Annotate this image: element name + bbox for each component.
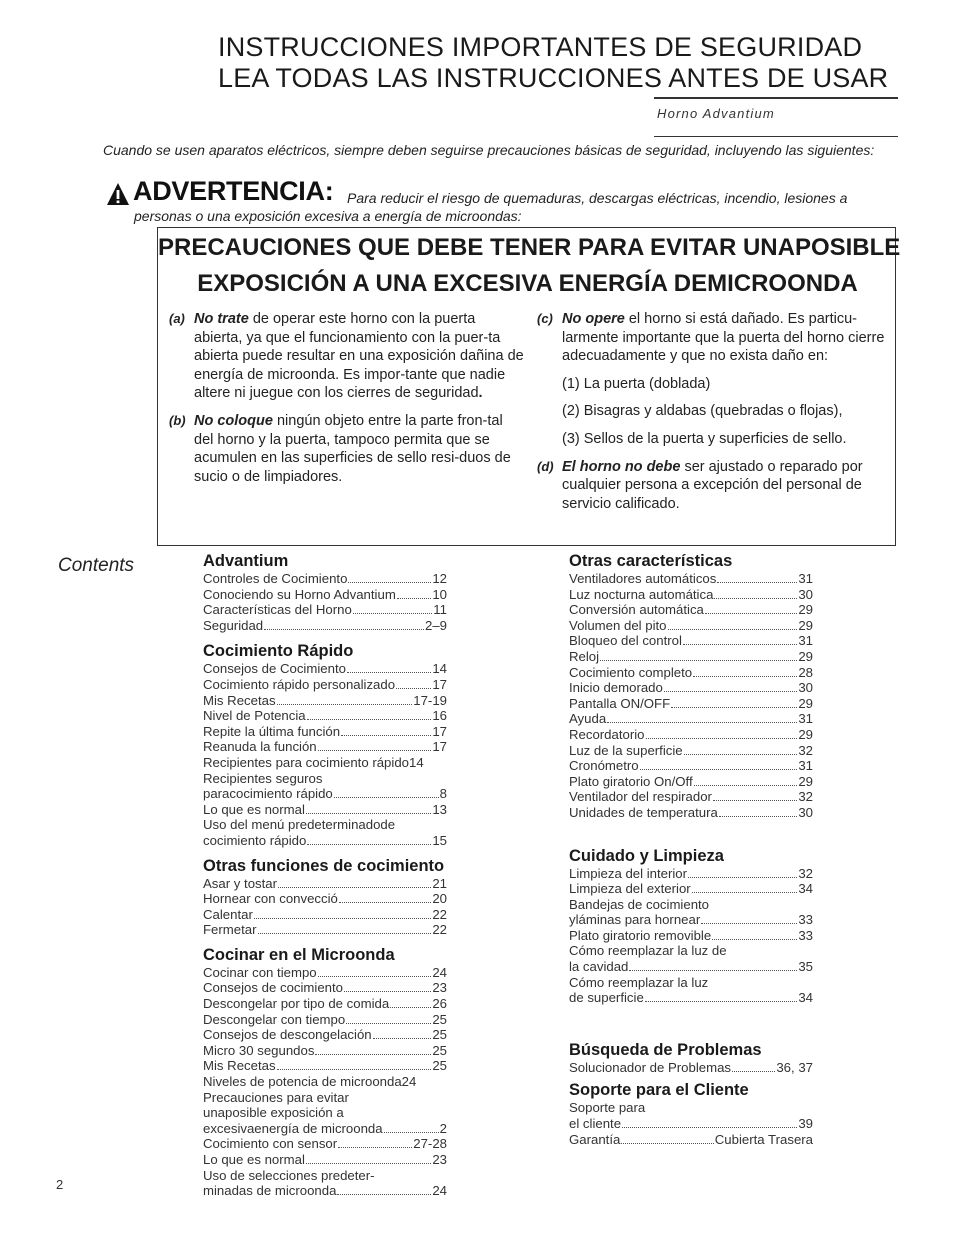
toc-entry-title: minadas de microonda — [203, 1183, 337, 1199]
precaution-a — [169, 310, 525, 403]
toc-entry-title: Micro 30 segundos — [203, 1042, 315, 1058]
toc-page-number: 14 — [408, 754, 424, 770]
toc-page-number: 10 — [432, 586, 447, 602]
toc-entry[interactable] — [569, 774, 813, 790]
toc-dot-leader — [278, 887, 431, 888]
toc-page-number: 32 — [798, 789, 813, 805]
precaution-b-text: ningún objeto entre la parte fron-tal del horno y la puerta, tampoco permita que se acumulen en las superficies de sello resi-duos de sucio o de limpiadores. — [194, 412, 511, 485]
toc-page-number: 31 — [798, 758, 813, 774]
toc-page-number: 16 — [432, 708, 447, 724]
toc-entry[interactable] — [569, 696, 813, 712]
toc-entry[interactable] — [569, 789, 813, 805]
toc-dot-leader — [646, 738, 798, 739]
toc-page-number: 22 — [432, 922, 447, 938]
toc-dot-leader — [671, 707, 797, 708]
toc-page-number: 22 — [432, 906, 447, 922]
toc-dot-leader — [346, 1023, 431, 1024]
precaution-d — [537, 458, 887, 514]
toc-page-number: 2–9 — [424, 617, 447, 633]
toc-entry-title: Consejos de descongelación — [203, 1027, 372, 1043]
toc-entry[interactable] — [569, 665, 813, 681]
toc-entry-line: Uso de selecciones predeter- — [203, 1167, 375, 1183]
toc-page-number: 17 — [432, 739, 447, 755]
toc-entry-title: Unidades de temperatura — [569, 804, 718, 820]
toc-entry-title: cocimiento rápido — [203, 832, 307, 848]
toc-entry-line: Precauciones para evitar — [203, 1089, 349, 1105]
toc-entry[interactable] — [203, 708, 447, 724]
toc-page-number: 23 — [432, 1152, 447, 1167]
toc-entry[interactable] — [203, 907, 447, 923]
toc-entry[interactable] — [569, 571, 813, 587]
header-rule-bottom — [654, 136, 898, 137]
toc-entry-title: la cavidad — [569, 959, 629, 975]
toc-entry[interactable] — [569, 805, 813, 821]
toc-entry-title: Reanuda la función — [203, 739, 317, 755]
toc-entry-line: Recipientes seguros — [203, 770, 323, 786]
toc-page-number: Cubierta Trasera — [714, 1131, 813, 1147]
toc-page-number: 11 — [433, 602, 447, 618]
toc-dot-leader — [390, 1007, 431, 1008]
toc-entry[interactable] — [203, 996, 447, 1012]
toc-entry[interactable] — [569, 990, 813, 1006]
toc-page-number: 17-19 — [413, 692, 447, 708]
toc-entry[interactable] — [203, 618, 447, 634]
toc-entry-line: Cómo reemplazar la luz — [569, 974, 709, 990]
precaution-a-label: (a) — [169, 311, 185, 326]
toc-section-title: Otras características — [569, 552, 733, 570]
precaution-b-label: (b) — [169, 412, 186, 428]
toc-page-number: 35 — [798, 959, 813, 975]
toc-dot-leader — [384, 1132, 439, 1133]
toc-page-number: 25 — [432, 1042, 447, 1058]
toc-dot-leader — [688, 877, 797, 878]
toc-entry[interactable] — [203, 876, 447, 892]
toc-entry-line: Uso del menú predeterminadode — [203, 817, 396, 833]
toc-page-number: 30 — [798, 804, 813, 820]
toc-entry-line: Cómo reemplazar la luz de — [569, 943, 727, 959]
toc-page-number: 24 — [401, 1074, 417, 1090]
toc-entry-title: Plato giratorio On/Off — [569, 773, 693, 789]
toc-entry[interactable] — [203, 833, 447, 849]
toc-entry-title: Limpieza del interior — [569, 865, 688, 881]
contents-label: Contents — [58, 555, 135, 576]
toc-dot-leader — [306, 1163, 431, 1164]
toc-page-number: 29 — [798, 726, 813, 742]
toc-section — [203, 641, 447, 848]
page-title-line1: INSTRUCCIONES IMPORTANTES DE SEGURIDAD — [218, 32, 863, 62]
toc-entry-title: Fermetar — [203, 922, 257, 938]
toc-entry[interactable] — [203, 786, 447, 802]
toc-entry-title: Reloj — [569, 648, 600, 664]
toc-entry[interactable] — [569, 866, 813, 882]
warning-text-line1: Para reducir el riesgo de quemaduras, descargas eléctricas, incendio, lesiones a — [347, 190, 848, 206]
toc-dot-leader — [318, 750, 432, 751]
toc-dot-leader — [338, 1147, 412, 1148]
toc-dot-leader — [307, 844, 431, 845]
toc-page-number: 31 — [798, 711, 813, 727]
precaution-b — [169, 412, 525, 486]
toc-page-number: 25 — [432, 1011, 447, 1027]
toc-dot-leader — [717, 582, 797, 583]
toc-entry[interactable] — [203, 677, 447, 693]
toc-page-number: 20 — [432, 891, 447, 907]
toc-dot-leader — [600, 660, 797, 661]
toc-entry[interactable] — [203, 965, 447, 981]
toc-entry-title: el cliente — [569, 1116, 622, 1132]
toc-dot-leader — [339, 902, 431, 903]
precautions-heading-line2: EXPOSICIÓN A UNA EXCESIVA ENERGÍA DEMICROONDA — [197, 270, 858, 297]
precautions-box — [157, 227, 901, 546]
toc-page-number: 24 — [432, 1183, 447, 1199]
toc-dot-leader — [348, 582, 431, 583]
toc-entry-title: Volumen del pito — [569, 617, 667, 633]
toc-entry[interactable] — [569, 1132, 813, 1148]
toc-page-number: 29 — [798, 617, 813, 633]
toc-page-number: 2 — [439, 1120, 447, 1136]
toc-entry[interactable] — [203, 1074, 447, 1090]
toc-section — [569, 551, 813, 821]
toc-entry[interactable] — [569, 587, 813, 603]
toc-section — [203, 551, 447, 633]
toc-entry[interactable] — [203, 1121, 447, 1137]
toc-entry-title: Cocinar con tiempo — [203, 964, 317, 980]
toc-page-number: 8 — [439, 786, 447, 802]
precautions-heading-line1: PRECAUCIONES QUE DEBE TENER PARA EVITAR UNAPOSIBLE — [158, 234, 901, 261]
toc-page-number: 33 — [798, 912, 813, 928]
toc-entry[interactable] — [203, 1183, 447, 1199]
toc-entry-title: Garantía — [569, 1131, 621, 1147]
warning-text-line2: personas o una exposición excesiva a energía de microondas: — [134, 208, 522, 224]
toc-dot-leader — [732, 1071, 775, 1072]
toc-entry[interactable] — [569, 743, 813, 759]
precaution-d-lead: El horno no debe — [562, 458, 681, 475]
toc-dot-leader — [683, 644, 797, 645]
toc-entry-title: Mis Recetas — [203, 1058, 276, 1074]
toc-entry-title: Inicio demorado — [569, 680, 663, 696]
toc-page-number: 28 — [798, 664, 813, 680]
toc-entry[interactable] — [203, 802, 447, 818]
toc-dot-leader — [347, 672, 431, 673]
toc-page-number: 34 — [798, 990, 813, 1006]
toc-entry-title: Luz nocturna automática — [569, 586, 714, 602]
toc-entry-title: Asar y tostar — [203, 875, 278, 891]
toc-dot-leader — [373, 1038, 432, 1039]
toc-entry-title: Ayuda — [569, 711, 607, 727]
toc-entry[interactable] — [203, 1152, 447, 1168]
toc-entry-title: yláminas para hornear — [569, 912, 701, 928]
toc-entry-title: Pantalla ON/OFF — [569, 695, 671, 711]
precaution-c-lead: No opere — [562, 311, 625, 327]
toc-entry-title: Lo que es normal — [203, 801, 305, 817]
toc-page-number: 30 — [798, 680, 813, 696]
toc-dot-leader — [353, 613, 433, 614]
toc-page-number: 24 — [432, 964, 447, 980]
toc-entry-title: Lo que es normal — [203, 1152, 305, 1167]
toc-dot-leader — [705, 613, 797, 614]
toc-section — [203, 945, 447, 1199]
toc-entry-title: Conversión automática — [569, 602, 704, 618]
toc-dot-leader — [692, 892, 798, 893]
toc-dot-leader — [621, 1143, 713, 1144]
toc-entry[interactable] — [569, 758, 813, 774]
toc-dot-leader — [629, 970, 797, 971]
toc-entry-title: Niveles de potencia de microonda — [203, 1074, 402, 1090]
toc-entry-title: Repite la última función — [203, 723, 341, 739]
toc-section — [569, 1040, 813, 1076]
toc-entry-title: Plato giratorio removible — [569, 927, 712, 943]
toc-entry-title: Ventiladores automáticos — [569, 571, 717, 586]
toc-entry-title: Consejos de cocimiento — [203, 980, 344, 996]
toc-entry[interactable] — [203, 1012, 447, 1028]
toc-page-number: 33 — [798, 927, 813, 943]
toc-right-column — [569, 551, 813, 1147]
toc-entry-title: Controles de Cocimiento — [203, 571, 348, 586]
toc-entry-title: Recordatorio — [569, 726, 645, 742]
toc-entry-title: Nivel de Potencia — [203, 708, 306, 724]
toc-section-title: Cuidado y Limpieza — [569, 846, 724, 865]
toc-dot-leader — [258, 933, 432, 934]
toc-page-number: 17 — [432, 676, 447, 692]
toc-entry[interactable] — [203, 571, 447, 587]
toc-dot-leader — [713, 800, 797, 801]
toc-page-number: 26 — [432, 996, 447, 1012]
toc-page-number: 25 — [432, 1058, 447, 1074]
toc-entry-title: Características del Horno — [203, 602, 352, 618]
toc-page-number: 30 — [798, 586, 813, 602]
toc-entry[interactable] — [569, 602, 813, 618]
toc-page-number: 25 — [432, 1027, 447, 1043]
toc-page-number: 36, 37 — [776, 1059, 813, 1075]
toc-page-number: 39 — [798, 1116, 813, 1132]
toc-dot-leader — [714, 598, 797, 599]
toc-entry[interactable] — [569, 727, 813, 743]
toc-page-number: 29 — [798, 602, 813, 618]
toc-entry-line: unaposible exposición a — [203, 1105, 344, 1121]
precaution-d-text: ser ajustado o reparado por cualquier persona a excepción del personal de servicio calificado. — [562, 458, 863, 512]
toc-section — [569, 846, 813, 1006]
toc-page-number: 29 — [798, 773, 813, 789]
toc-entry[interactable] — [569, 881, 813, 897]
toc-entry-title: Descongelar por tipo de comida — [203, 996, 390, 1012]
intro-text: Cuando se usen aparatos eléctricos, siempre deben seguirse precauciones básicas de seguridad, incluyendo las siguientes: — [103, 142, 875, 158]
toc-entry-line: Bandejas de cocimiento — [569, 896, 710, 912]
toc-section-title: Otras funciones de cocimiento — [203, 856, 445, 875]
toc-dot-leader — [264, 629, 424, 630]
toc-entry[interactable] — [203, 922, 447, 938]
toc-entry-title: Descongelar con tiempo — [203, 1011, 346, 1027]
toc-dot-leader — [712, 939, 797, 940]
toc-section — [569, 1080, 813, 1147]
toc-entry-title: Ventilador del respirador — [569, 789, 712, 805]
toc-entry-title: Seguridad — [203, 617, 264, 633]
toc-dot-leader — [664, 691, 797, 692]
precaution-a-lead: No trate — [194, 311, 249, 327]
toc-page-number: 27-28 — [413, 1136, 447, 1152]
toc-entry[interactable] — [203, 1136, 447, 1152]
precaution-c-label: (c) — [537, 311, 553, 326]
toc-page-number: 32 — [798, 742, 813, 758]
toc-dot-leader — [254, 918, 431, 919]
precautions-right-column — [537, 310, 887, 522]
toc-entry[interactable] — [569, 1060, 813, 1076]
toc-page-number: 15 — [432, 832, 447, 848]
toc-dot-leader — [334, 797, 439, 798]
toc-page-number: 29 — [798, 695, 813, 711]
toc-dot-leader — [277, 704, 413, 705]
toc-entry-title: Cronómetro — [569, 758, 639, 774]
toc-section-title: Soporte para el Cliente — [569, 1081, 749, 1100]
toc-entry[interactable] — [203, 587, 447, 603]
toc-entry-line: Soporte para — [569, 1100, 646, 1116]
precaution-a-text: de operar este horno con la puerta abierta, ya que el funcionamiento con la puer-ta abierta puede resultar en una exposición dañina de energía de microonda. Es impor-tante que nadie altere ni juegue con los cierres de seguridad — [194, 311, 524, 402]
toc-left-column — [203, 551, 447, 1199]
toc-dot-leader — [344, 991, 431, 992]
toc-dot-leader — [318, 976, 432, 977]
toc-page-number: 14 — [432, 661, 447, 677]
toc-entry-title: Cocimiento completo — [569, 664, 693, 680]
toc-entry[interactable] — [569, 928, 813, 944]
toc-entry[interactable] — [569, 633, 813, 649]
toc-entry-title: excesivaenergía de microonda — [203, 1120, 383, 1136]
toc-entry[interactable] — [203, 693, 447, 709]
toc-dot-leader — [397, 598, 432, 599]
toc-section — [203, 856, 447, 938]
toc-page-number: 29 — [798, 648, 813, 664]
toc-entry[interactable] — [569, 649, 813, 665]
toc-dot-leader — [684, 754, 798, 755]
precaution-a-end: . — [478, 385, 483, 402]
precaution-c-item: (1) La puerta (doblada) — [562, 375, 711, 392]
toc-entry[interactable] — [203, 891, 447, 907]
header-rule-top — [654, 97, 898, 99]
toc-entry-title: Calentar — [203, 906, 253, 922]
toc-page-number: 31 — [798, 633, 813, 649]
toc-entry-title: Bloqueo del control — [569, 633, 682, 649]
toc-entry-title: paracocimiento rápido — [203, 786, 333, 802]
toc-dot-leader — [337, 1194, 431, 1195]
toc-entry[interactable] — [203, 1027, 447, 1043]
toc-page-number: 34 — [798, 881, 813, 897]
toc-dot-leader — [645, 1001, 798, 1002]
precaution-c-text: el horno si está dañado. Es particu-larmente importante que la puerta del horno cierre adecuadamente y que no exista daño en: — [562, 311, 885, 365]
precaution-c-item: (3) Sellos de la puerta y superficies de sello. — [562, 430, 847, 447]
precaution-d-label: (d) — [537, 458, 554, 474]
toc-page-number: 13 — [432, 801, 447, 817]
toc-entry[interactable] — [569, 618, 813, 634]
toc-entry[interactable] — [203, 602, 447, 618]
product-subtitle: Horno Advantium — [657, 106, 775, 121]
toc-entry-title: Mis Recetas — [203, 692, 276, 708]
toc-dot-leader — [315, 1054, 431, 1055]
toc-page-number: 31 — [798, 571, 813, 586]
toc-dot-leader — [277, 1069, 432, 1070]
toc-entry[interactable] — [203, 980, 447, 996]
toc-entry[interactable] — [569, 1116, 813, 1132]
page-number: 2 — [56, 1177, 64, 1192]
toc-dot-leader — [693, 676, 797, 677]
toc-entry[interactable] — [203, 1043, 447, 1059]
toc-entry-title: Cocimiento rápido personalizado — [203, 676, 396, 692]
toc-page-number: 12 — [432, 571, 447, 586]
toc-entry[interactable] — [569, 912, 813, 928]
toc-dot-leader — [341, 735, 431, 736]
toc-page-number: 21 — [432, 875, 447, 891]
toc-page-number: 17 — [432, 723, 447, 739]
toc-dot-leader — [719, 816, 798, 817]
toc-page-number: 32 — [798, 865, 813, 881]
precaution-c-item: (2) Bisagras y aldabas (quebradas o flojas), — [562, 403, 843, 420]
page-title-line2: LEA TODAS LAS INSTRUCCIONES ANTES DE USAR — [218, 63, 889, 93]
toc-entry-title: Conociendo su Horno Advantium — [203, 586, 396, 602]
toc-entry[interactable] — [569, 959, 813, 975]
toc-entry-title: Recipientes para cocimiento rápido — [203, 754, 409, 770]
toc-section-title: Cocimiento Rápido — [203, 642, 354, 661]
toc-entry-title: Consejos de Cocimiento — [203, 661, 346, 677]
toc-section-title: Advantium — [203, 552, 289, 570]
toc-dot-leader — [640, 769, 798, 770]
toc-dot-leader — [607, 722, 797, 723]
toc-section-title: Cocinar en el Microonda — [203, 945, 395, 964]
toc-dot-leader — [701, 923, 797, 924]
precaution-c — [537, 310, 887, 366]
toc-entry-title: Hornear con convecció — [203, 891, 338, 907]
toc-page-number: 23 — [432, 980, 447, 996]
toc-dot-leader — [622, 1127, 797, 1128]
toc-entry-title: de superficie — [569, 990, 644, 1006]
precautions-left-column — [169, 310, 525, 495]
warning-heading: ADVERTENCIA: — [133, 176, 334, 206]
precaution-b-lead: No coloque — [194, 412, 273, 429]
toc-entry-title: Luz de la superficie — [569, 742, 683, 758]
toc-dot-leader — [396, 688, 431, 689]
warning-triangle-icon — [106, 182, 130, 206]
toc-dot-leader — [307, 719, 432, 720]
toc-entry[interactable] — [203, 739, 447, 755]
toc-entry[interactable] — [569, 680, 813, 696]
toc-entry-title: Solucionador de Problemas — [569, 1059, 732, 1075]
toc-entry[interactable] — [203, 755, 447, 771]
toc-dot-leader — [694, 785, 798, 786]
toc-section-title: Búsqueda de Problemas — [569, 1040, 762, 1059]
toc-dot-leader — [668, 629, 798, 630]
toc-dot-leader — [306, 813, 431, 814]
toc-entry-title: Cocimiento con sensor — [203, 1136, 338, 1152]
toc-entry[interactable] — [203, 661, 447, 677]
toc-entry-title: Limpieza del exterior — [569, 881, 691, 897]
toc-entry[interactable] — [569, 711, 813, 727]
toc-entry[interactable] — [203, 1058, 447, 1074]
toc-entry[interactable] — [203, 724, 447, 740]
